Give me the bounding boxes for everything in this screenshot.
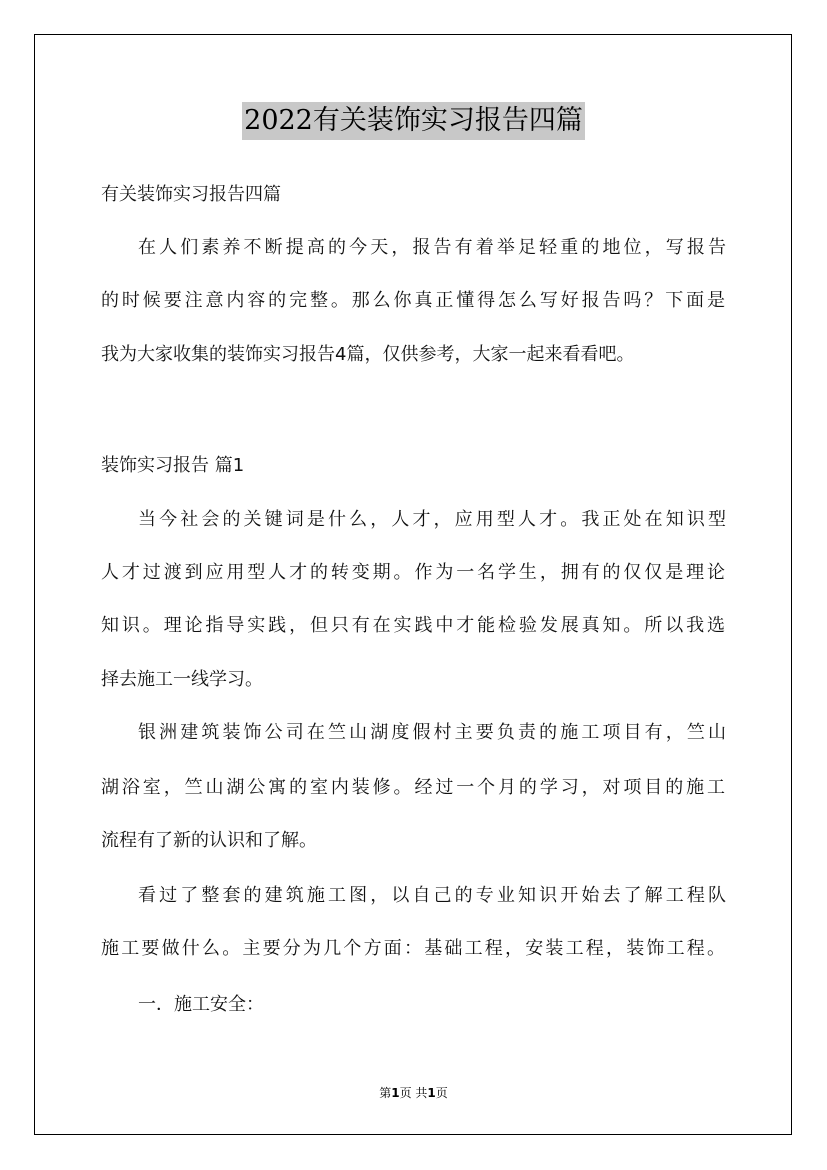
list-item-heading: 一．施工安全：: [138, 994, 264, 1015]
page-footer: [0, 1084, 827, 1101]
paragraph-line: 银洲建筑装饰公司在竺山湖度假村主要负责的施工项目有，竺山: [138, 722, 726, 743]
footer-mid: 页 共: [399, 1086, 428, 1100]
paragraph-line: 湖浴室，竺山湖公寓的室内装修。经过一个月的学习，对项目的施工: [101, 777, 725, 798]
title-container: [0, 102, 827, 140]
document-subtitle: 有关装饰实习报告四篇: [101, 184, 281, 205]
paragraph-line: 流程有了新的认识和了解。: [101, 830, 317, 851]
footer-prefix: 第: [379, 1086, 392, 1100]
paragraph-line: 人才过渡到应用型人才的转变期。作为一名学生，拥有的仅仅是理论: [101, 562, 725, 583]
document-title: 2022有关装饰实习报告四篇: [242, 102, 585, 140]
intro-line: 我为大家收集的装饰实习报告4篇，仅供参考，大家一起来看看吧。: [101, 344, 635, 365]
paragraph-line: 当今社会的关键词是什么，人才，应用型人才。我正处在知识型: [138, 509, 726, 530]
paragraph-line: 看过了整套的建筑施工图，以自己的专业知识开始去了解工程队: [138, 885, 726, 906]
intro-line: 的时候要注意内容的完整。那么你真正懂得怎么写好报告吗？下面是: [101, 290, 725, 311]
intro-line: 在人们素养不断提高的今天，报告有着举足轻重的地位，写报告: [138, 237, 726, 258]
paragraph-line: 施工要做什么。主要分为几个方面：基础工程，安装工程，装饰工程。: [101, 938, 725, 959]
paragraph-line: 知识。理论指导实践，但只有在实践中才能检验发展真知。所以我选: [101, 615, 725, 636]
footer-current-page: 1: [391, 1086, 400, 1100]
footer-total-pages: 1: [427, 1086, 436, 1100]
paragraph-line: 择去施工一线学习。: [101, 669, 263, 690]
section-heading: 装饰实习报告 篇1: [101, 455, 245, 476]
footer-suffix: 页: [435, 1086, 448, 1100]
